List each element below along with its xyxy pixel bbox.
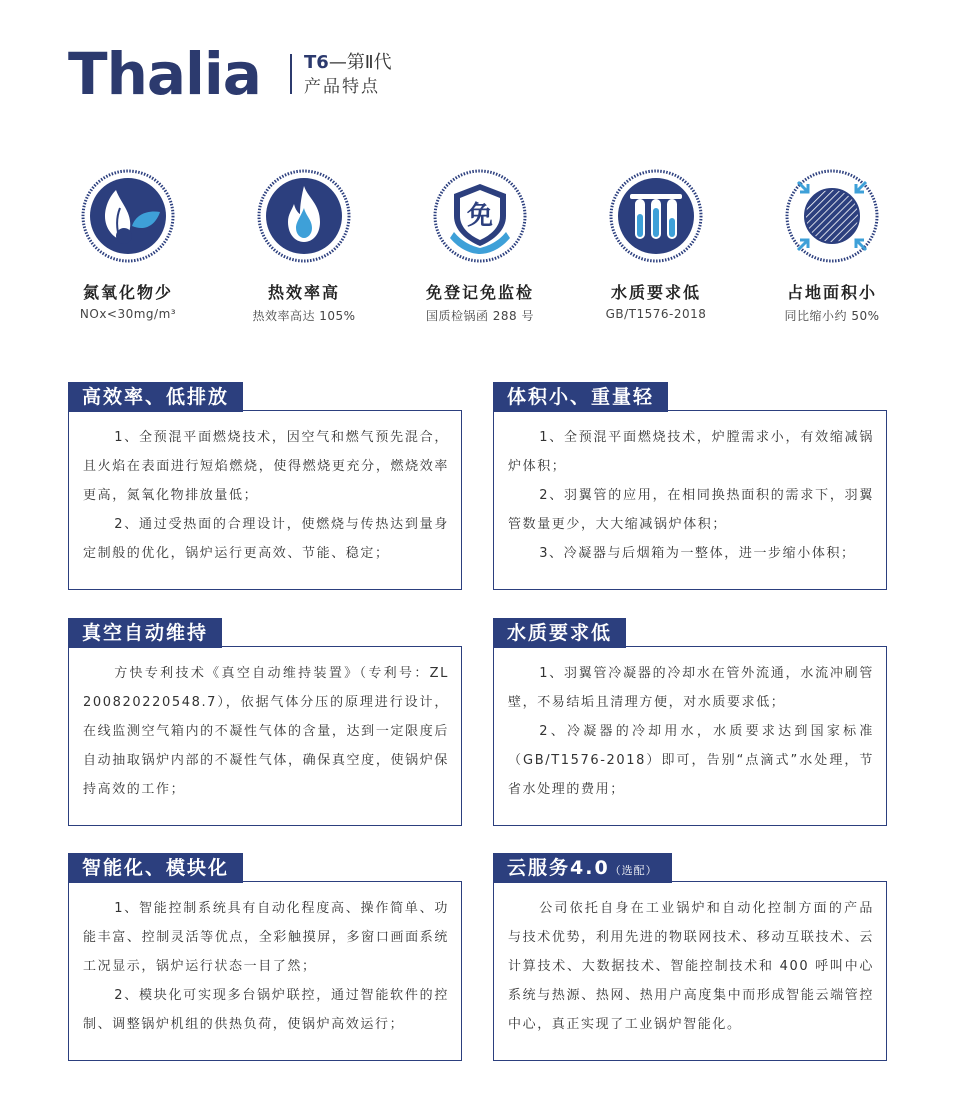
feature-subtitle: 国质检锅函 288 号 <box>425 309 535 323</box>
section-vacuum <box>68 618 462 826</box>
feature-subtitle: 同比缩小约 50% <box>784 309 880 323</box>
section-cloud <box>493 853 887 1061</box>
section-panel <box>493 410 887 590</box>
header-divider <box>290 54 292 94</box>
feature-title: 氮氧化物少 <box>82 283 173 302</box>
section-title-wrap <box>493 853 672 883</box>
section-title: 高效率、低排放 <box>68 382 243 412</box>
feature-item <box>744 168 920 324</box>
section-paragraph: 1、全预混平面燃烧技术，炉膛需求小，有效缩减锅炉体积； <box>508 430 874 474</box>
generation-label: —第Ⅱ代 <box>328 52 392 73</box>
flame-icon <box>256 168 352 264</box>
feature-item <box>40 168 216 321</box>
section-title: 智能化、模块化 <box>68 853 243 883</box>
brand-logo: Thalia <box>68 40 261 108</box>
section-paragraph: 2、通过受热面的合理设计，使燃烧与传热达到量身定制般的优化，锅炉运行更高效、节能、稳定； <box>83 517 449 561</box>
section-paragraph: 2、冷凝器的冷却用水，水质要求达到国家标准（GB/T1576-2018）即可，告别“点滴式”水处理，节省水处理的费用； <box>508 724 874 797</box>
section-panel <box>68 646 462 826</box>
feature-row <box>40 168 920 328</box>
optional-note: （选配） <box>609 864 658 877</box>
section-panel <box>68 881 462 1061</box>
feature-title: 免登记免监检 <box>425 283 534 302</box>
feature-title: 水质要求低 <box>610 283 701 302</box>
section-panel <box>493 646 887 826</box>
section-panel <box>493 881 887 1061</box>
feature-subtitle: NOx<30mg/m³ <box>79 307 177 321</box>
section-title: 体积小、重量轻 <box>493 382 668 412</box>
section-panel <box>68 410 462 590</box>
section-water <box>493 618 887 826</box>
feature-subtitle: GB/T1576-2018 <box>605 307 707 321</box>
section-title: 云服务4.0 <box>507 857 610 879</box>
feature-title: 热效率高 <box>267 283 340 302</box>
page-subtitle: 产品特点 <box>304 77 380 97</box>
section-title: 真空自动维持 <box>68 618 222 648</box>
compress-icon <box>784 168 880 264</box>
feature-item <box>568 168 744 321</box>
section-paragraph: 2、羽翼管的应用，在相同换热面积的需求下，羽翼管数量更少，大大缩减锅炉体积； <box>508 488 874 532</box>
model-name: T6 <box>304 52 329 73</box>
test-tubes-icon <box>608 168 704 264</box>
section-efficiency <box>68 382 462 590</box>
section-smart <box>68 853 462 1061</box>
feature-item <box>216 168 392 324</box>
section-paragraph: 3、冷凝器与后烟箱为一整体，进一步缩小体积； <box>539 546 856 561</box>
shield-exempt-icon <box>432 168 528 264</box>
section-paragraph: 1、智能控制系统具有自动化程度高、操作简单、功能丰富、控制灵活等优点，全彩触摸屏，多窗口画面系统工况显示，锅炉运行状态一目了然； <box>83 901 449 974</box>
feature-title: 占地面积小 <box>786 283 877 302</box>
section-paragraph: 1、羽翼管冷凝器的冷却水在管外流通，水流冲刷管壁，不易结垢且清理方便，对水质要求低； <box>508 666 874 710</box>
exempt-badge-text: 免 <box>466 201 494 231</box>
feature-subtitle: 热效率高达 105% <box>252 309 356 323</box>
section-paragraph: 2、模块化可实现多台锅炉联控，通过智能软件的控制、调整锅炉机组的供热负荷，使锅炉高效运行； <box>83 988 449 1032</box>
leaf-icon <box>80 168 176 264</box>
model-line <box>304 52 392 74</box>
section-paragraph: 方快专利技术《真空自动维持装置》（专利号：ZL 200820220548.7），依据气体分压的原理进行设计，在线监测空气箱内的不凝性气体的含量，达到一定限度后自动抽取锅炉内部的不凝性气体，确保真空度，使锅炉保持高效的工作； <box>83 666 449 797</box>
section-compact <box>493 382 887 590</box>
section-paragraph: 公司依托自身在工业锅炉和自动化控制方面的产品与技术优势，利用先进的物联网技术、移动互联技术、云计算技术、大数据技术、智能控制技术和 400 呼叫中心系统与热源、热网、热用户高度集中而形成智能云端管控中心，真正实现了工业锅炉智能化。 <box>508 901 874 1032</box>
feature-item <box>392 168 568 324</box>
section-paragraph: 1、全预混平面燃烧技术，因空气和燃气预先混合，且火焰在表面进行短焰燃烧，使得燃烧更充分，燃烧效率更高，氮氧化物排放量低； <box>83 430 449 503</box>
section-title: 水质要求低 <box>493 618 626 648</box>
